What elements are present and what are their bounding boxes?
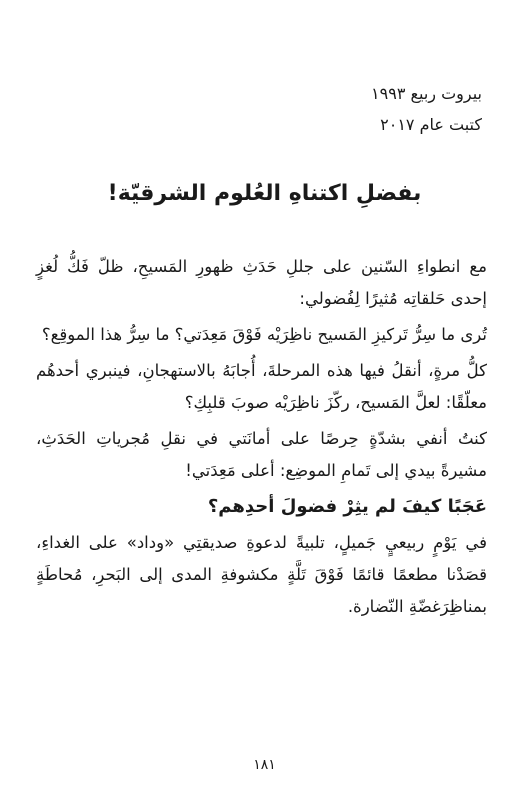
paragraph-1: مع انطواءِ السّنين على جللِ حَدَثِ ظهورِ المَسيحِ، ظلّ فَكُّ لُغزٍ إحدى حَلقاتِه مُثيرًا لِفُضولي: [36,257,487,308]
place-date-line: بيروت ربيع ١٩٩٣ [371,84,482,103]
written-year-line: كتبت عام ٢٠١٧ [380,115,482,134]
paragraph-3: كلُّ مرةٍ، أنقلُ فيها هذه المرحلةَ، أُجابَهُ بالاستهجانِ، فينبري أحدهُم معلّقًا: لعلَّ المَسيح، ركّزَ ناظِرَيْه صوبَ قلبِكِ؟ [36,361,487,412]
subheading: عَجَبًا كيفَ لم يثِرْ فضولَ أحدِهم؟ [207,496,487,517]
paragraph-2: تُرى ما سِرُّ تَركيزِ المَسيح ناظِرَيْه فَوْقَ مَعِدَتي؟ ما سِرُّ هذا الموقِع؟ [41,325,487,344]
paragraph-4: كنتُ أنفي بشدّةٍ حِرصًا على أمانَتي في نقلِ مُجرياتِ الحَدَثِ، مشيرةً بيدي إلى تَمامِ الموضِع: أعلى مَعِدَتي! [36,429,487,480]
page-number: ١٨١ [253,757,276,773]
body-text [36,251,487,627]
chapter-title: بفضلِ اكتناهِ العُلوم الشرقيّة! [107,181,422,206]
paragraph-5: في يَوْمٍ ربيعيٍ جَميلٍ، تلبيةً لدعوةِ صديقتِي «وداد» على الغداءِ، قصَدْنا مطعمًا قائمًا فَوْقَ تَلَّةٍ مكشوفةِ المدى إلى البَحرِ، مُحاطَةٍ بمناظِرَغضّةِ النّضارة. [36,533,487,616]
header-block [182,78,482,140]
